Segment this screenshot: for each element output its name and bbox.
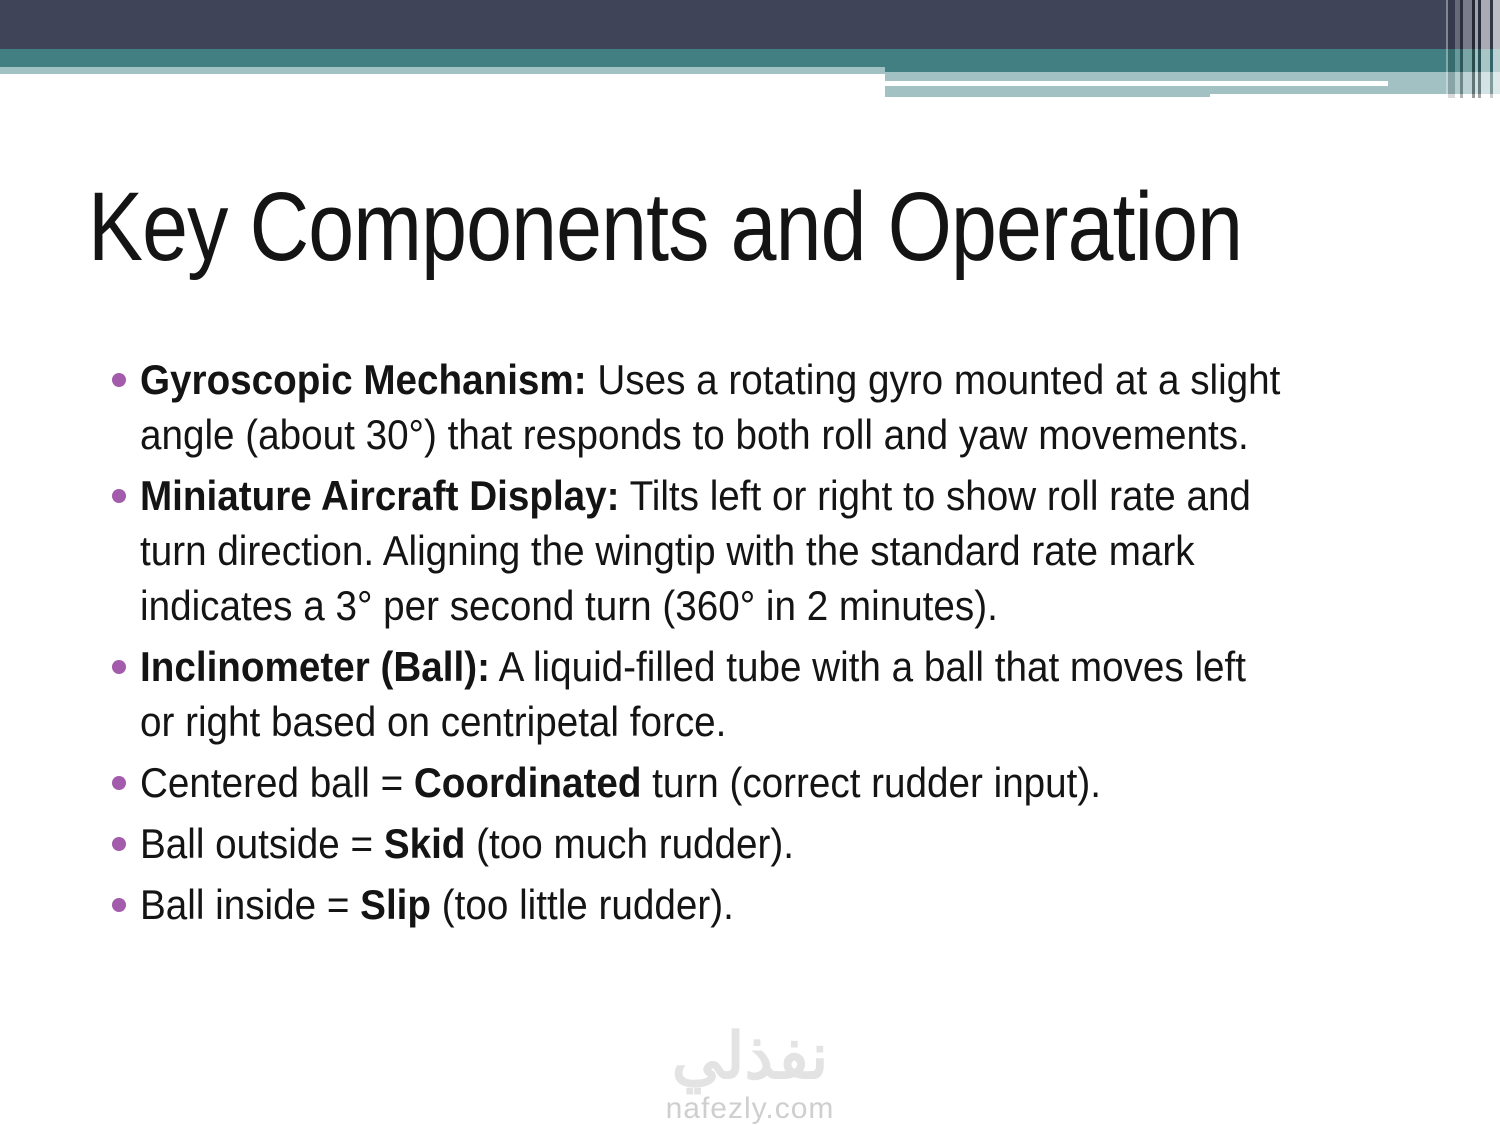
- bullet-dot: [112, 373, 126, 387]
- header-teal-band: [0, 49, 1500, 67]
- header-white-line: [885, 81, 1388, 86]
- accent-stripes: [1446, 0, 1500, 98]
- bullet-text-line: Inclinometer (Ball): A liquid-filled tube with a ball that moves left: [140, 643, 1247, 690]
- bullet-dot: [112, 837, 126, 851]
- bullet-list: [90, 352, 1450, 938]
- stripe: [1481, 0, 1490, 98]
- bullet-item: [90, 755, 1450, 810]
- bullet-text-line: or right based on centripetal force.: [140, 698, 727, 745]
- bullet-text-line: indicates a 3° per second turn (360° in 2 minutes).: [140, 582, 998, 629]
- bullet-text-line: Ball outside = Skid (too much rudder).: [140, 820, 795, 867]
- bullet-item: [90, 468, 1450, 633]
- bullet-dot: [112, 489, 126, 503]
- bullet-text-line: angle (about 30°) that responds to both roll and yaw movements.: [140, 411, 1249, 458]
- bullet-item: [90, 352, 1450, 462]
- watermark: [0, 1020, 1500, 1125]
- watermark-domain: nafezly.com: [665, 1092, 835, 1125]
- watermark-arabic-logo: نفذلي: [671, 1020, 829, 1092]
- bullet-text-line: Gyroscopic Mechanism: Uses a rotating gyro mounted at a slight: [140, 356, 1281, 403]
- bullet-dot: [112, 776, 126, 790]
- bullet-item: [90, 816, 1450, 871]
- stripe: [1493, 0, 1500, 98]
- bullet-item: [90, 639, 1450, 749]
- stripe: [1463, 0, 1472, 98]
- bullet-item: [90, 877, 1450, 932]
- bullet-dot: [112, 898, 126, 912]
- bullet-text-line: Ball inside = Slip (too little rudder).: [140, 881, 734, 928]
- bullet-text-line: Miniature Aircraft Display: Tilts left or right to show roll rate and: [140, 472, 1251, 519]
- bullet-text-line: Centered ball = Coordinated turn (correct rudder input).: [140, 759, 1101, 806]
- bullet-dot: [112, 660, 126, 674]
- slide-title: Key Components and Operation: [88, 172, 1243, 281]
- header-light-teal-band-left: [0, 67, 885, 74]
- stripe: [1448, 0, 1455, 98]
- bullet-text-line: turn direction. Aligning the wingtip with the standard rate mark: [140, 527, 1195, 574]
- header-dark-band: [0, 0, 1500, 49]
